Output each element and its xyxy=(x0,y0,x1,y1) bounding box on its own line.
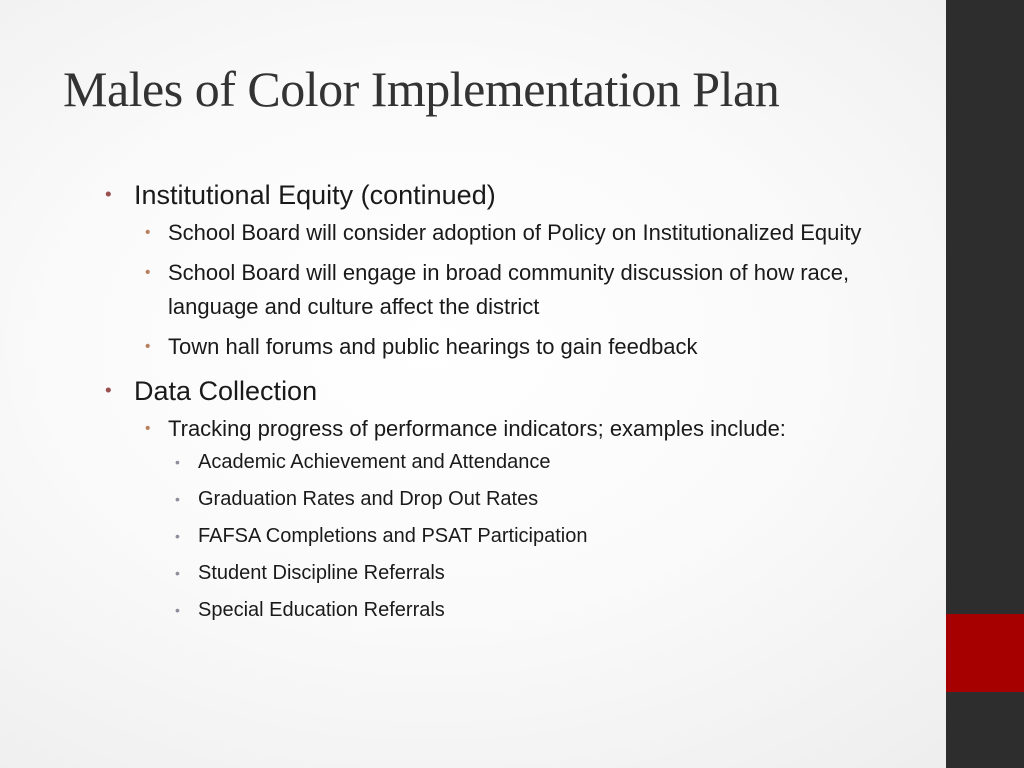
bullet-icon: • xyxy=(175,454,180,470)
indicator-text: Academic Achievement and Attendance xyxy=(198,451,551,473)
bullet-icon: • xyxy=(175,565,180,581)
indicator-list xyxy=(145,448,925,624)
indicator-text: Graduation Rates and Drop Out Rates xyxy=(198,488,539,510)
section-heading: Data Collection xyxy=(134,376,318,406)
bullet-icon: • xyxy=(145,420,151,437)
slide-bullet-list xyxy=(105,176,925,633)
indicator-item xyxy=(175,485,925,513)
bullet-icon: • xyxy=(105,184,112,205)
indicator-item xyxy=(175,596,925,624)
section-items xyxy=(105,412,925,624)
section-items xyxy=(105,216,925,364)
slide-title: Males of Color Implementation Plan xyxy=(63,61,780,117)
sidebar-accent-block xyxy=(946,614,1024,692)
indicator-item xyxy=(175,559,925,587)
indicator-text: Special Education Referrals xyxy=(198,599,445,621)
indicator-text: Student Discipline Referrals xyxy=(198,562,445,584)
list-item xyxy=(145,412,925,624)
list-item-text: School Board will engage in broad community discussion of how race, language and culture affect the district xyxy=(168,260,850,319)
bullet-icon: • xyxy=(175,602,180,618)
bullet-icon: • xyxy=(145,224,151,241)
section-heading: Institutional Equity (continued) xyxy=(134,180,496,210)
section-data-collection xyxy=(105,372,925,624)
list-item xyxy=(145,216,925,250)
indicator-item xyxy=(175,522,925,550)
bullet-icon: • xyxy=(175,528,180,544)
list-item-text: Town hall forums and public hearings to gain feedback xyxy=(168,334,698,359)
list-item xyxy=(145,256,925,324)
section-institutional-equity xyxy=(105,176,925,364)
list-item-text: School Board will consider adoption of Policy on Institutionalized Equity xyxy=(168,220,862,245)
list-item-text: Tracking progress of performance indicators; examples include: xyxy=(168,416,786,441)
bullet-icon: • xyxy=(105,380,112,401)
bullet-icon: • xyxy=(145,264,151,281)
indicator-item xyxy=(175,448,925,476)
bullet-icon: • xyxy=(145,338,151,355)
bullet-icon: • xyxy=(175,491,180,507)
list-item xyxy=(145,330,925,364)
indicator-text: FAFSA Completions and PSAT Participation xyxy=(198,525,588,547)
